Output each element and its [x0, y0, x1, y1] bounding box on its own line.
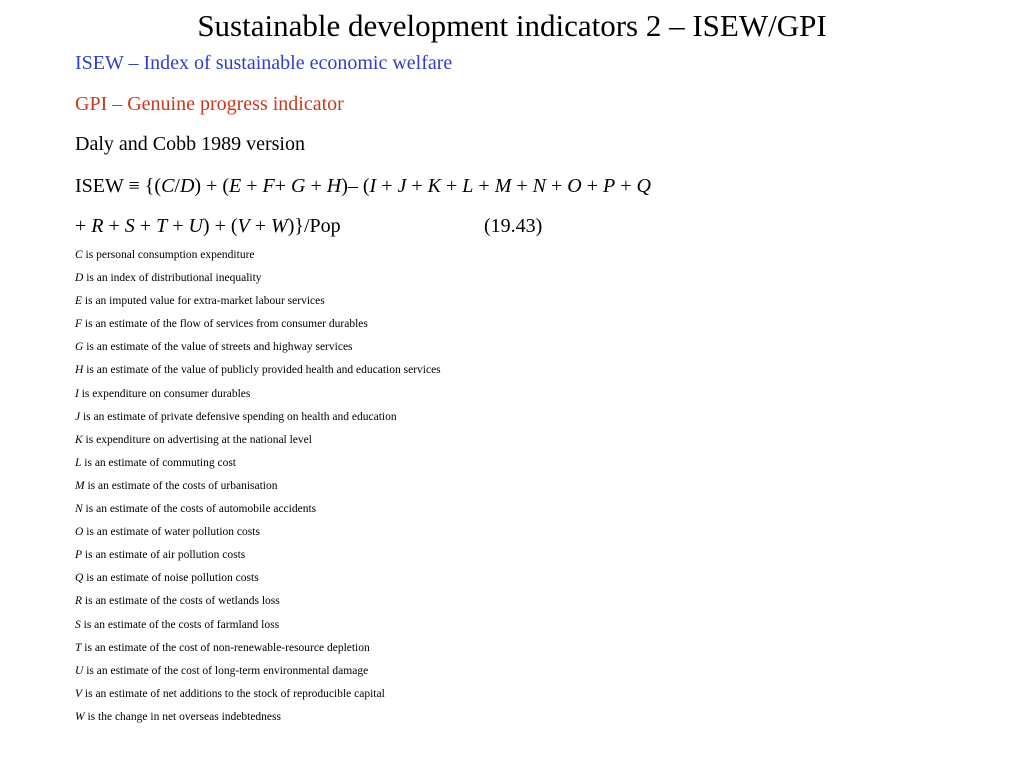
definition-item — [75, 617, 441, 640]
definition-item — [75, 247, 441, 270]
isew-heading: ISEW – Index of sustainable economic welfare — [75, 52, 453, 74]
definition-symbol: H — [75, 364, 84, 377]
definition-item — [75, 570, 441, 593]
version-text: Daly and Cobb 1989 version — [75, 133, 305, 155]
definition-text: is an estimate of net additions to the stock of reproducible capital — [82, 687, 385, 700]
definition-symbol: D — [75, 272, 84, 285]
definition-item — [75, 686, 441, 709]
definition-text: is an estimate of the costs of wetlands loss — [82, 595, 280, 608]
definition-symbol: G — [75, 341, 84, 354]
definition-symbol: M — [75, 479, 85, 492]
definition-text: is an estimate of noise pollution costs — [83, 572, 259, 585]
definition-text: is an estimate of the value of streets and highway services — [83, 341, 353, 354]
definition-item — [75, 386, 441, 409]
definition-item — [75, 316, 441, 339]
definition-item — [75, 362, 441, 385]
definition-item — [75, 640, 441, 663]
definition-symbol: N — [75, 503, 83, 516]
definition-item — [75, 339, 441, 362]
gpi-heading: GPI – Genuine progress indicator — [75, 93, 344, 115]
definition-text: is expenditure on advertising at the national level — [82, 433, 312, 446]
definition-symbol: R — [75, 595, 83, 608]
definition-item — [75, 270, 441, 293]
definition-text: is expenditure on consumer durables — [78, 387, 251, 400]
definition-item — [75, 709, 441, 732]
definition-symbol: L — [75, 456, 82, 469]
definition-text: is an estimate of the flow of services from consumer durables — [82, 318, 368, 331]
definition-symbol: F — [75, 318, 83, 331]
definition-text: is an estimate of the costs of automobile accidents — [82, 503, 317, 516]
definition-text: is personal consumption expenditure — [82, 249, 255, 261]
definition-text: is an estimate of the costs of urbanisation — [84, 479, 278, 492]
definition-symbol: J — [75, 410, 81, 423]
definition-text: is an estimate of the value of publicly provided health and education services — [83, 364, 441, 377]
definition-item — [75, 501, 441, 524]
definition-symbol: T — [75, 641, 82, 654]
definition-text: is an estimate of the cost of long-term environmental damage — [83, 664, 369, 677]
definition-item — [75, 293, 441, 316]
definition-item — [75, 455, 441, 478]
definition-symbol: K — [75, 433, 83, 446]
equation-line-1: ISEW ≡ {(C/D) + (E + F+ G + H)– (I + J + K + L + M + N + O + P + Q — [75, 175, 651, 197]
definition-item — [75, 593, 441, 616]
definition-item — [75, 663, 441, 686]
definition-text: is the change in net overseas indebtedness — [84, 710, 281, 723]
definition-text: is an estimate of the costs of farmland loss — [80, 618, 280, 631]
definition-text: is an estimate of the cost of non-renewable-resource depletion — [81, 641, 370, 654]
definition-symbol: P — [75, 549, 83, 562]
definition-item — [75, 409, 441, 432]
equation-number: (19.43) — [484, 215, 543, 237]
definitions-list — [75, 247, 441, 732]
definition-text: is an index of distributional inequality — [83, 272, 262, 285]
definition-symbol: O — [75, 526, 84, 539]
definition-text: is an imputed value for extra-market labour services — [82, 295, 325, 308]
definition-text: is an estimate of private defensive spending on health and education — [80, 410, 397, 423]
definition-item — [75, 547, 441, 570]
definition-symbol: S — [75, 618, 81, 631]
definition-text: is an estimate of air pollution costs — [82, 549, 246, 562]
equation-line-2: + R + S + T + U) + (V + W)}/Pop — [75, 215, 341, 237]
definition-text: is an estimate of commuting cost — [81, 456, 236, 469]
definition-symbol: I — [75, 387, 79, 400]
definition-text: is an estimate of water pollution costs — [83, 526, 260, 539]
slide-title: Sustainable development indicators 2 – ISEW/GPI — [197, 8, 827, 43]
definition-symbol: Q — [75, 572, 84, 585]
definition-item — [75, 478, 441, 501]
definition-symbol: E — [75, 295, 83, 308]
definition-symbol: W — [75, 710, 85, 723]
definition-item — [75, 524, 441, 547]
definition-symbol: C — [75, 249, 83, 261]
definition-item — [75, 432, 441, 455]
definition-symbol: V — [75, 687, 83, 700]
definition-symbol: U — [75, 664, 84, 677]
